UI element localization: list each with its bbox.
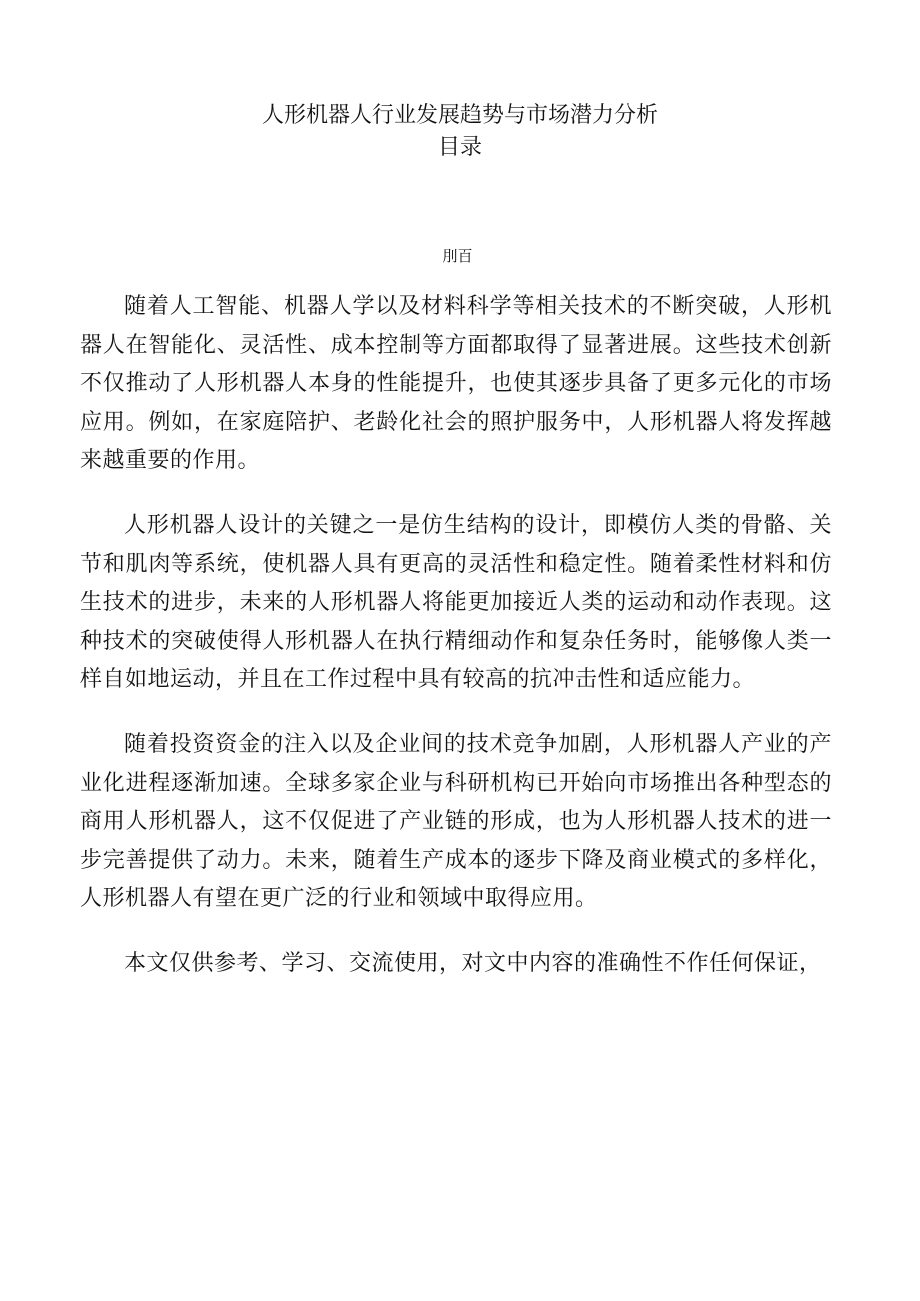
paragraph-3: 随着投资资金的注入以及企业间的技术竞争加剧，人形机器人产业的产业化进程逐渐加速。全球多家企业与科研机构已开始向市场推出各种型态的商用人形机器人，这不仅促进了产业链的形成，也为人形机器人技术的进一步完善提供了动力。未来，随着生产成本的逐步下降及商业模式的多样化，人形机器人有望在更广泛的行业和领域中取得应用。 xyxy=(80,731,832,912)
document-title: 人形机器人行业发展趋势与市场潜力分析 xyxy=(261,103,658,128)
section-heading: 刖百 xyxy=(442,247,473,265)
toc-heading: 目录 xyxy=(437,135,482,160)
paragraph-2: 人形机器人设计的关键之一是仿生结构的设计，即模仿人类的骨骼、关节和肌肉等系统，使机器人具有更高的灵活性和稳定性。随着柔性材料和仿生技术的进步，未来的人形机器人将能更加接近人类的运动和动作表现。这种技术的突破使得人形机器人在执行精细动作和复杂任务时，能够像人类一样自如地运动，并且在工作过程中具有较高的抗冲击性和适应能力。 xyxy=(80,512,832,693)
paragraph-1: 随着人工智能、机器人学以及材料科学等相关技术的不断突破，人形机器人在智能化、灵活性、成本控制等方面都取得了显著进展。这些技术创新不仅推动了人形机器人本身的性能提升，也使其逐步具备了更多元化的市场应用。例如，在家庭陪护、老龄化社会的照护服务中，人形机器人将发挥越来越重要的作用。 xyxy=(80,294,832,474)
body-text xyxy=(80,288,832,1010)
paragraph-4: 本文仅供参考、学习、交流使用，对文中内容的准确性不作任何保证， xyxy=(124,950,822,976)
